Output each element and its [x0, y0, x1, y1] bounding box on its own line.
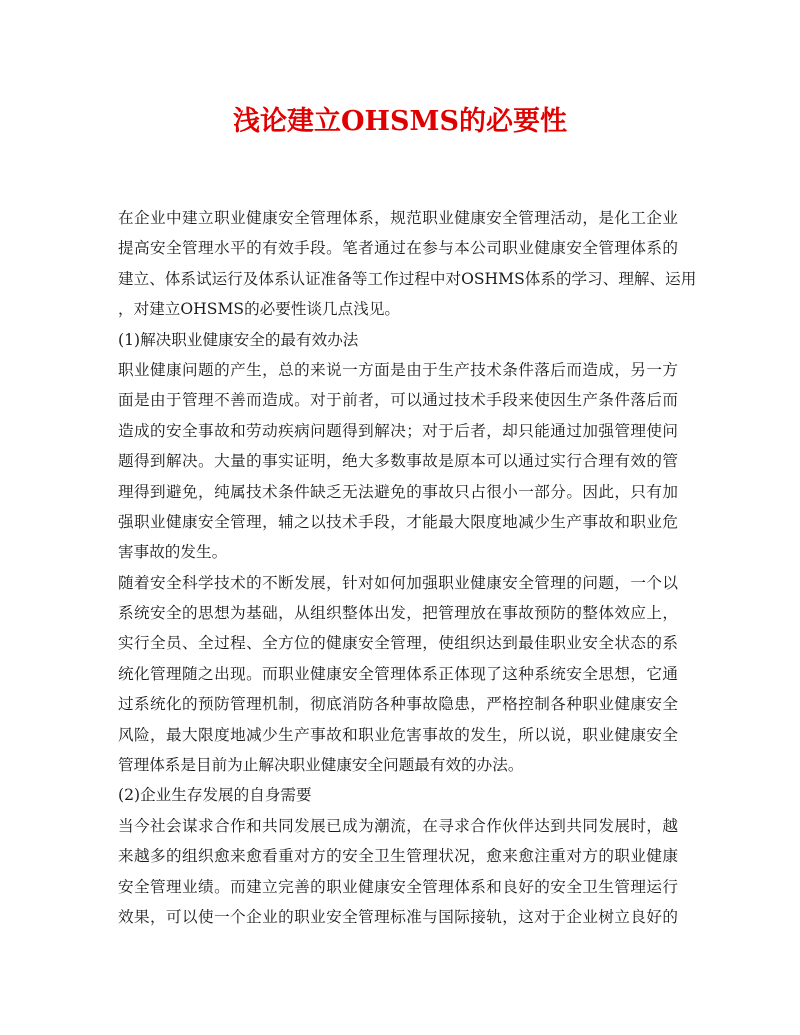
text-line: 统化管理随之出现。而职业健康安全管理体系正体现了这种系统安全思想，它通: [118, 664, 678, 683]
text-line: 理得到避免，纯属技术条件缺乏无法避免的事故只占很小一部分。因此，只有加: [118, 482, 678, 501]
text-line: 建立、体系试运行及体系认证准备等工作过程中对OSHMS体系的学习、理解、运用: [118, 269, 697, 288]
text-line: 题得到解决。大量的事实证明，绝大多数事故是原本可以通过实行合理有效的管: [118, 452, 678, 471]
text-line: 系统安全的思想为基础，从组织整体出发，把管理放在事故预防的整体效应上，: [118, 604, 678, 623]
text-line: 害事故的发生。: [118, 543, 228, 562]
text-line: 管理体系是目前为止解决职业健康安全问题最有效的办法。: [118, 756, 524, 775]
text-line: 在企业中建立职业健康安全管理体系，规范职业健康安全管理活动，是化工企业: [118, 209, 678, 227]
text-line: 风险，最大限度地减少生产事故和职业危害事故的发生，所以说，职业健康安全: [118, 725, 678, 744]
text-line: 过系统化的预防管理机制，彻底消防各种事故隐患，严格控制各种职业健康安全: [118, 695, 678, 714]
text-line: 强职业健康安全管理，辅之以技术手段，才能最大限度地减少生产事故和职业危: [118, 512, 678, 531]
text-line: 来越多的组织愈来愈看重对方的安全卫生管理状况，愈来愈注重对方的职业健康: [118, 847, 678, 866]
text-line: 职业健康问题的产生，总的来说一方面是由于生产技术条件落后而造成，另一方: [118, 360, 678, 379]
document-title: 浅论建立OHSMS的必要性: [233, 106, 567, 137]
document-body: [118, 203, 697, 932]
section-heading: (2)企业生存发展的自身需要: [118, 786, 312, 805]
text-line: 效果，可以使一个企业的职业安全管理标准与国际接轨，这对于企业树立良好的: [118, 907, 678, 926]
text-line: 实行全员、全过程、全方位的健康安全管理，使组织达到最佳职业安全状态的系: [118, 634, 678, 653]
text-line: 随着安全科学技术的不断发展，针对如何加强职业健康安全管理的问题，一个以: [118, 573, 678, 592]
section-heading: (1)解决职业健康安全的最有效办法: [118, 330, 359, 349]
text-line: ，对建立OHSMS的必要性谈几点浅见。: [118, 300, 401, 319]
text-line: 安全管理业绩。而建立完善的职业健康安全管理体系和良好的安全卫生管理运行: [118, 877, 678, 896]
text-line: 提高安全管理水平的有效手段。笔者通过在参与本公司职业健康安全管理体系的: [118, 239, 678, 258]
text-line: 造成的安全事故和劳动疾病问题得到解决；对于后者，却只能通过加强管理使问: [118, 421, 678, 440]
text-line: 面是由于管理不善而造成。对于前者，可以通过技术手段来使因生产条件落后而: [118, 391, 678, 410]
text-line: 当今社会谋求合作和共同发展已成为潮流，在寻求合作伙伴达到共同发展时，越: [118, 816, 678, 835]
